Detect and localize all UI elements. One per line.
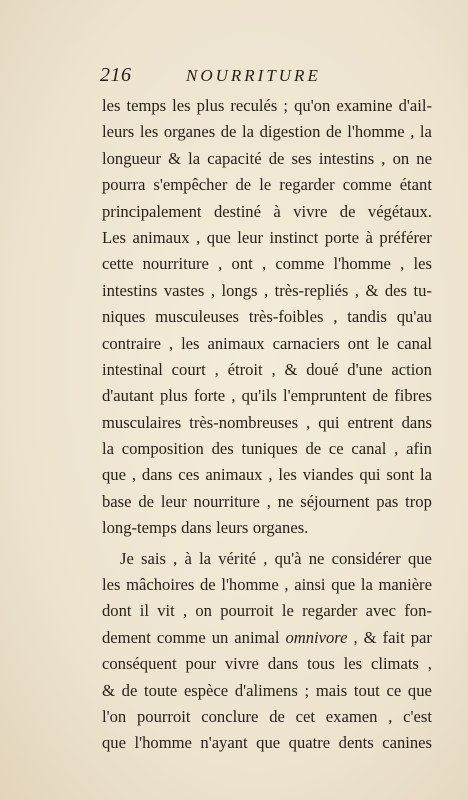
text-line: dont il vit , on pourroit le regarder avec fon- bbox=[102, 601, 432, 621]
text-line: longueur & la capacité de ses intestins , on ne bbox=[102, 148, 432, 168]
text-line: conséquent pour vivre dans tous les climats , bbox=[102, 654, 432, 674]
text-line: contraire , les animaux carnaciers ont le canal bbox=[102, 333, 432, 353]
text-line: les mâchoires de l'homme , ainsi que la manière bbox=[102, 575, 432, 595]
text-line: long-temps dans leurs organes. bbox=[102, 518, 309, 538]
text-line: intestinal court , étroit , & doué d'une action bbox=[102, 359, 432, 379]
text-line: & de toute espèce d'alimens ; mais tout ce que bbox=[102, 680, 432, 700]
paragraph bbox=[102, 546, 432, 757]
page-number: 216 bbox=[100, 64, 132, 86]
text-line: cette nourriture , ont , comme l'homme , les bbox=[102, 254, 432, 274]
text-line: Je sais , à la vérité , qu'à ne considérer que bbox=[120, 548, 432, 568]
text-line: musculaires très-nombreuses , qui entrent dans bbox=[102, 412, 432, 432]
text-line: l'on pourroit conclure de cet examen , c'est bbox=[102, 706, 432, 726]
running-title: NOURRITURE bbox=[186, 66, 321, 85]
text-line: intestins vastes , longs , très-repliés , & des tu- bbox=[102, 280, 432, 300]
text-line: la composition des tuniques de ce canal , afin bbox=[102, 439, 432, 459]
text-line: que l'homme n'ayant que quatre dents canines bbox=[102, 733, 432, 753]
body-text bbox=[102, 93, 432, 757]
text-line: pourra s'empêcher de le regarder comme étant bbox=[102, 175, 432, 195]
text-line: Les animaux , que leur instinct porte à préférer bbox=[102, 227, 432, 247]
paragraph bbox=[102, 93, 432, 542]
text-line: base de leur nourriture , ne séjournent pas trop bbox=[102, 491, 432, 511]
text-line: principalement destiné à vivre de végétaux. bbox=[102, 201, 432, 221]
text-line: que , dans ces animaux , les viandes qui sont la bbox=[102, 465, 432, 485]
page-header bbox=[100, 64, 430, 88]
text-line: niques musculeuses très-foibles , tandis qu'au bbox=[102, 307, 432, 327]
text-line: leurs les organes de la digestion de l'homme , la bbox=[102, 122, 432, 142]
text-line: les temps les plus reculés ; qu'on examine d'ail- bbox=[102, 96, 432, 115]
text-line: dement comme un animal omnivore , & fait par bbox=[102, 627, 432, 647]
text-line: d'autant plus forte , qu'ils l'empruntent de fibres bbox=[102, 386, 432, 406]
